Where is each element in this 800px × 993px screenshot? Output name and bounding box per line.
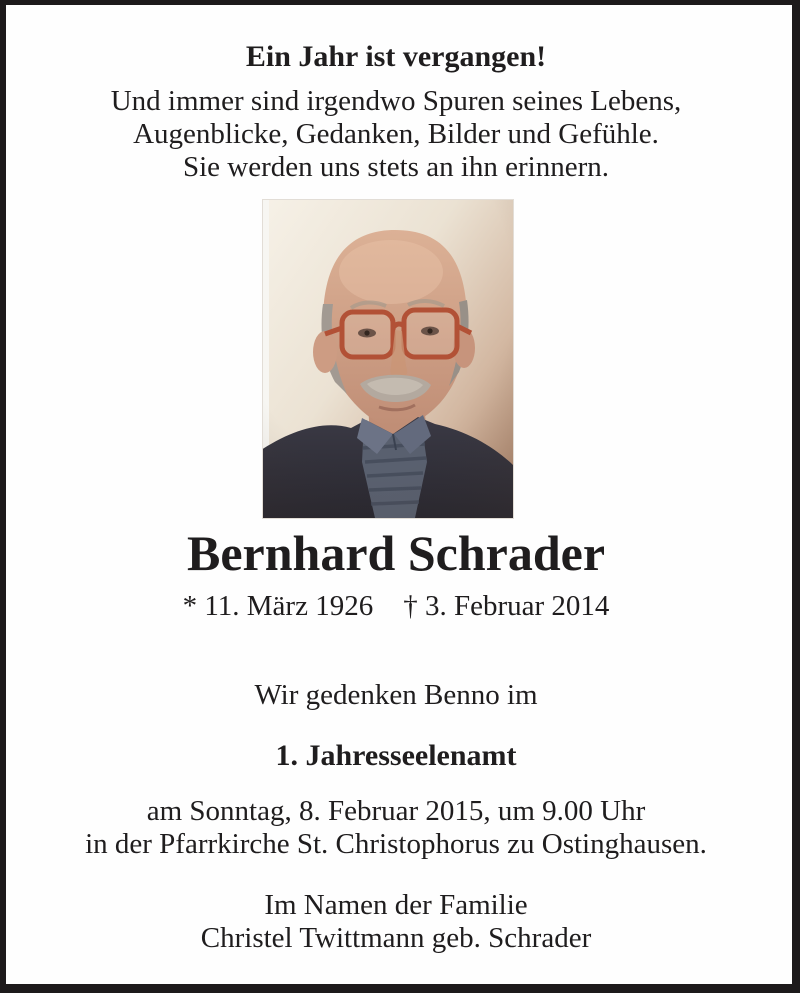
service-details: [0, 795, 792, 861]
death-date: † 3. Februar 2014: [403, 590, 610, 622]
service-line: in der Pfarrkirche St. Christophorus zu Ostinghausen.: [85, 828, 707, 860]
deceased-name: Bernhard Schrader: [186, 525, 606, 581]
intro-text: [0, 85, 792, 184]
closing-line: Im Namen der Familie: [264, 889, 528, 921]
birth-date: * 11. März 1926: [182, 590, 374, 622]
header-title: Ein Jahr ist vergangen!: [245, 40, 547, 73]
intro-line: Sie werden uns stets an ihn erinnern.: [182, 151, 610, 183]
memorial-intro: Wir gedenken Benno im: [254, 679, 538, 711]
service-title: 1. Jahresseelenamt: [275, 739, 517, 772]
service-line: am Sonntag, 8. Februar 2015, um 9.00 Uhr: [146, 795, 646, 827]
portrait-illustration: [263, 200, 513, 518]
closing-line: Christel Twittmann geb. Schrader: [200, 922, 592, 954]
intro-line: Und immer sind irgendwo Spuren seines Lebens,: [110, 85, 682, 117]
portrait-photo: [263, 200, 513, 518]
intro-line: Augenblicke, Gedanken, Bilder und Gefühle.: [133, 118, 659, 150]
life-dates: [0, 590, 792, 623]
closing-text: [0, 889, 792, 955]
